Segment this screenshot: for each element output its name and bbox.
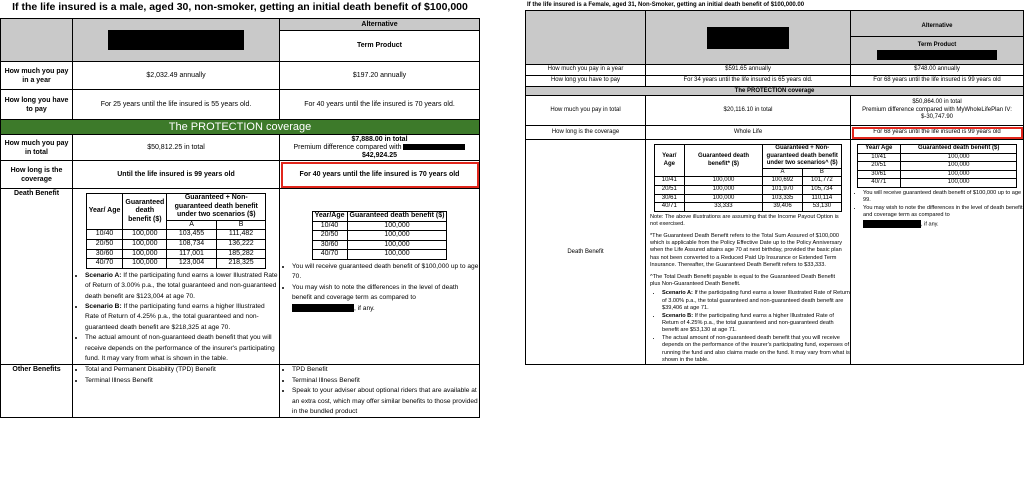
main-table-row <box>654 185 841 194</box>
th-scenario-b: B <box>802 168 841 177</box>
main-table-cell: 10/40 <box>86 230 123 240</box>
redacted-product-name <box>863 220 921 228</box>
alt-coverage-highlighted: For 40 years until the life insured is 70 years old <box>280 161 480 189</box>
row-label-pay-total: How much you pay in total <box>1 135 73 161</box>
main-table-row <box>86 230 266 240</box>
redacted-product-name <box>877 50 997 60</box>
alt-table-row <box>857 162 1017 171</box>
alt-pay-total-amount: $7,888.00 in total <box>351 135 408 143</box>
left-header-blank <box>1 19 73 62</box>
main-death-benefit <box>646 140 851 365</box>
alt-note: • You will receive guaranteed death benefit of $100,000 up to age 70. <box>292 262 479 283</box>
alt-note: • You may wish to note the differences in the level of death benefit and coverage term as compared to , if any. <box>292 283 479 314</box>
alt-note: • You may wish to note the differences in the level of death benefit and coverage term as compared to , if any. <box>863 205 1023 229</box>
redacted-product-name <box>707 27 789 49</box>
row-label-how-long: How long you have to pay <box>526 76 646 87</box>
alt-table-cell: 40/71 <box>857 179 900 188</box>
row-label-other-benefits: Other Benefits <box>1 365 73 418</box>
main-table-cell: 53,130 <box>802 203 841 212</box>
alt-table-cell: 100,000 <box>347 231 447 241</box>
alt-table-cell: 100,000 <box>347 221 447 231</box>
main-coverage: Until the life insured is 99 years old <box>73 161 280 189</box>
alt-note: • You will receive guaranteed death benefit of $100,000 up to age 99. <box>863 190 1023 205</box>
main-table-row <box>654 203 841 212</box>
th-year-age: Year/ Age <box>86 194 123 230</box>
row-label-death-benefit: Death Benefit <box>526 140 646 365</box>
alt-premium-difference-label: Premium difference compared with <box>293 143 402 151</box>
main-table-cell: 111,482 <box>216 230 266 240</box>
main-death-benefit-table <box>86 193 267 269</box>
th-scenario-a: A <box>763 168 802 177</box>
main-other-benefits <box>73 365 280 418</box>
left-header-alternative <box>280 19 480 62</box>
alt-death-benefit <box>280 189 480 365</box>
alt-death-benefit-table <box>857 144 1018 188</box>
th-year-age: Year/ Age <box>654 145 684 177</box>
main-table-cell: 100,000 <box>684 185 763 194</box>
main-coverage: Whole Life <box>646 126 851 140</box>
alt-pay-total-amount: $50,864.00 in total <box>912 99 962 106</box>
main-how-long: For 34 years until the life insured is 65 years old. <box>646 76 851 87</box>
main-death-benefit-notes <box>73 271 279 365</box>
th-alt-year-age: Year/Age <box>312 212 347 222</box>
main-table-cell: 136,222 <box>216 239 266 249</box>
list-item: • Terminal Illness Benefit <box>85 376 279 386</box>
main-table-cell: 218,325 <box>216 259 266 269</box>
th-combined: Guaranteed + Non-guaranteed death benefit under two scenarios ($) <box>167 194 266 221</box>
main-pay-year: $2,032.49 annually <box>73 62 280 90</box>
main-table-cell: 101,772 <box>802 177 841 186</box>
main-table-cell: 100,000 <box>123 259 167 269</box>
main-table-cell: 185,282 <box>216 249 266 259</box>
main-table-cell: 117,001 <box>167 249 217 259</box>
row-label-death-benefit: Death Benefit <box>1 189 73 365</box>
protection-coverage-banner: The PROTECTION coverage <box>1 120 480 135</box>
row-label-how-long: How long you have to pay <box>1 90 73 120</box>
right-header-blank <box>526 11 646 65</box>
th-alt-year-age: Year/ Age <box>857 145 900 154</box>
alt-coverage-highlighted: For 68 years until the life insured is 99 years old <box>851 126 1024 140</box>
main-table-cell: 33,333 <box>684 203 763 212</box>
alt-table-cell: 40/70 <box>312 250 347 260</box>
left-document-title: If the life insured is a male, aged 30, non-smoker, getting an initial death benefit of $100,000 <box>12 1 468 13</box>
alt-premium-difference: $-30,747.90 <box>920 114 954 121</box>
row-label-coverage: How long is the coverage <box>1 161 73 189</box>
main-how-long: For 25 years until the life insured is 55 years old. <box>73 90 280 120</box>
scenario-note: • Scenario B: If the participating fund earns a higher Illustrated Rate of Return of 4.25% p.a., the total guaranteed and non-guaranteed death benefit are $53,130 at age 71. <box>662 313 850 335</box>
alt-table-cell: 100,000 <box>900 162 1016 171</box>
main-table-cell: 100,000 <box>684 177 763 186</box>
th-scenario-b: B <box>216 220 266 230</box>
redacted-product-name <box>403 144 465 150</box>
alt-table-row <box>857 153 1017 162</box>
alt-pay-year: $748.00 annually <box>851 65 1024 76</box>
th-combined: Guaranteed + Non-guaranteed death benefit under two scenarios^ ($) <box>763 145 842 169</box>
alt-table-cell: 100,000 <box>900 153 1016 162</box>
alt-other-benefits-list <box>280 365 479 417</box>
main-table-row <box>86 259 266 269</box>
main-death-benefit <box>73 189 280 365</box>
main-death-benefit-notes <box>646 290 850 364</box>
alt-table-cell: 30/61 <box>857 170 900 179</box>
alt-table-row <box>312 231 447 241</box>
main-table-cell: 108,734 <box>167 239 217 249</box>
alt-pay-total <box>851 96 1024 126</box>
alt-premium-difference-label: Premium difference compared with MyWholeLifePlan IV: <box>862 106 1012 113</box>
alt-table-cell: 100,000 <box>347 250 447 260</box>
main-other-benefits-list <box>73 365 279 386</box>
left-comparison-table <box>0 18 480 418</box>
alt-table-cell: 10/40 <box>312 221 347 231</box>
list-item: • Terminal Illness Benefit <box>292 376 479 386</box>
main-table-cell: 101,970 <box>763 185 802 194</box>
note-guaranteed-definition: *The Guaranteed Death Benefit refers to the Total Sum Assured of $100,000 which is applicable from the Policy Effective Date up to the Policy Anniversary when the Life Assured attains age 70 at next birthday, provided the basic plan has not been converted to a Reduced Paid Up Insurance or Extended Term Insurance. Thereafter, the Guaranteed Death Benefit refers to $33,333. <box>650 232 843 269</box>
right-document-title: If the life insured is a Female, aged 31, Non-Smoker, getting an initial death benefit of $100,000.00 <box>527 2 805 8</box>
alternative-product-label: Term Product <box>917 41 957 48</box>
main-table-row <box>654 194 841 203</box>
main-table-cell: 123,004 <box>167 259 217 269</box>
main-table-cell: 103,335 <box>763 194 802 203</box>
list-item: • TPD Benefit <box>292 365 479 375</box>
main-table-cell: 40/71 <box>654 203 684 212</box>
main-table-cell: 110,114 <box>802 194 841 203</box>
right-header-main-product <box>646 11 851 65</box>
right-header-alternative <box>851 11 1024 65</box>
alt-how-long: For 40 years until the life insured is 70 years old. <box>280 90 480 120</box>
main-table-cell: 100,000 <box>123 230 167 240</box>
row-label-pay-year: How much you pay in a year <box>526 65 646 76</box>
alt-death-benefit-notes <box>280 262 479 314</box>
main-table-cell: 100,000 <box>123 249 167 259</box>
note-total-death-benefit: ^The Total Death Benefit payable is equal to the Guaranteed Death Benefit plus Non-Guaranteed Death Benefit. <box>650 273 836 287</box>
th-alt-guaranteed: Guaranteed death benefit ($) <box>347 212 447 222</box>
left-comparison-document <box>0 0 480 495</box>
main-pay-year: $591.65 annually <box>646 65 851 76</box>
scenario-note: • Scenario A: If the participating fund earns a lower Illustrated Rate of Return of 3.00% p.a., the total guaranteed and non-guaranteed death benefit are $39,406 at age 71. <box>662 290 850 312</box>
scenario-note: • Scenario B: If the participating fund earns a higher Illustrated Rate of Return of 4.25% p.a., the total guaranteed and non-guaranteed death benefit are $218,325 at age 70. <box>85 302 279 333</box>
alternative-label: Alternative <box>851 16 1023 37</box>
alt-table-cell: 10/41 <box>857 153 900 162</box>
main-table-cell: 30/60 <box>86 249 123 259</box>
left-header-main-product <box>73 19 280 62</box>
row-label-pay-year: How much you pay in a year <box>1 62 73 90</box>
main-table-cell: 30/61 <box>654 194 684 203</box>
redacted-product-name <box>108 30 244 50</box>
scenario-note: • Scenario A: If the participating fund earns a lower Illustrated Rate of Return of 3.00% p.a., the total guaranteed and non-guaranteed death benefit are $123,004 at age 70. <box>85 271 279 302</box>
row-label-pay-total: How much you pay in total <box>526 96 646 126</box>
main-table-cell: 20/51 <box>654 185 684 194</box>
right-comparison-document <box>525 0 1024 495</box>
main-table-cell: 100,000 <box>123 239 167 249</box>
th-guaranteed: Guaranteed death benefit* ($) <box>684 145 763 177</box>
th-scenario-a: A <box>167 220 217 230</box>
alt-death-benefit-table <box>312 211 448 260</box>
scenario-note: • The actual amount of non-guaranteed death benefit that you will receive depends on the performance of the insurer's participating fund. It may vary from what is shown in the table. <box>85 333 279 364</box>
main-pay-total: $20,116.10 in total <box>646 96 851 126</box>
protection-coverage-banner: The PROTECTION coverage <box>526 87 1024 96</box>
alt-how-long: For 68 years until the life insured is 99 years old <box>851 76 1024 87</box>
alt-other-benefits <box>280 365 480 418</box>
alt-table-row <box>312 250 447 260</box>
main-table-row <box>654 177 841 186</box>
alt-table-cell: 20/51 <box>857 162 900 171</box>
alt-table-cell: 100,000 <box>900 179 1016 188</box>
alt-table-cell: 100,000 <box>900 170 1016 179</box>
note-income-payout: Note: The above illustrations are assuming that the Income Payout Option is not exercised. <box>650 213 839 228</box>
alt-table-cell: 30/60 <box>312 240 347 250</box>
main-table-cell: 10/41 <box>654 177 684 186</box>
main-table-cell: 103,455 <box>167 230 217 240</box>
right-comparison-table <box>525 10 1024 365</box>
row-label-coverage: How long is the coverage <box>526 126 646 140</box>
alt-table-cell: 100,000 <box>347 240 447 250</box>
alt-death-benefit-notes <box>851 190 1023 229</box>
main-table-cell: 100,000 <box>684 194 763 203</box>
main-death-benefit-table <box>654 144 842 212</box>
main-pay-total: $50,812.25 in total <box>73 135 280 161</box>
alt-table-row <box>857 179 1017 188</box>
alt-table-row <box>857 170 1017 179</box>
main-table-cell: 100,692 <box>763 177 802 186</box>
main-table-cell: 39,406 <box>763 203 802 212</box>
scenario-note: • The actual amount of non-guaranteed death benefit that you will receive depends on the performance of the insurer's participating fund, expenses of running the fund and also claims made on the fund. It may vary from what is shown in the table. <box>662 335 850 365</box>
alt-table-row <box>312 240 447 250</box>
redacted-product-name <box>292 304 354 312</box>
main-table-row <box>86 239 266 249</box>
th-guaranteed: Guaranteed death benefit ($) <box>123 194 167 230</box>
alt-pay-total <box>280 135 480 161</box>
main-table-cell: 20/50 <box>86 239 123 249</box>
alternative-product-label: Term Product <box>280 31 479 61</box>
main-table-row <box>86 249 266 259</box>
alt-premium-difference: $42,924.25 <box>361 151 398 159</box>
alt-pay-year: $197.20 annually <box>280 62 480 90</box>
alt-death-benefit <box>851 140 1024 365</box>
th-alt-guaranteed: Guaranteed death benefit ($) <box>900 145 1016 154</box>
list-item: • Speak to your adviser about optional riders that are available at an extra cost, which may offer similar benefits to those provided in the bundled product <box>292 386 479 417</box>
alternative-label: Alternative <box>280 19 479 31</box>
list-item: • Total and Permanent Disability (TPD) Benefit <box>85 365 279 375</box>
main-table-cell: 40/70 <box>86 259 123 269</box>
alt-table-cell: 20/50 <box>312 231 347 241</box>
alt-table-row <box>312 221 447 231</box>
main-table-cell: 105,734 <box>802 185 841 194</box>
